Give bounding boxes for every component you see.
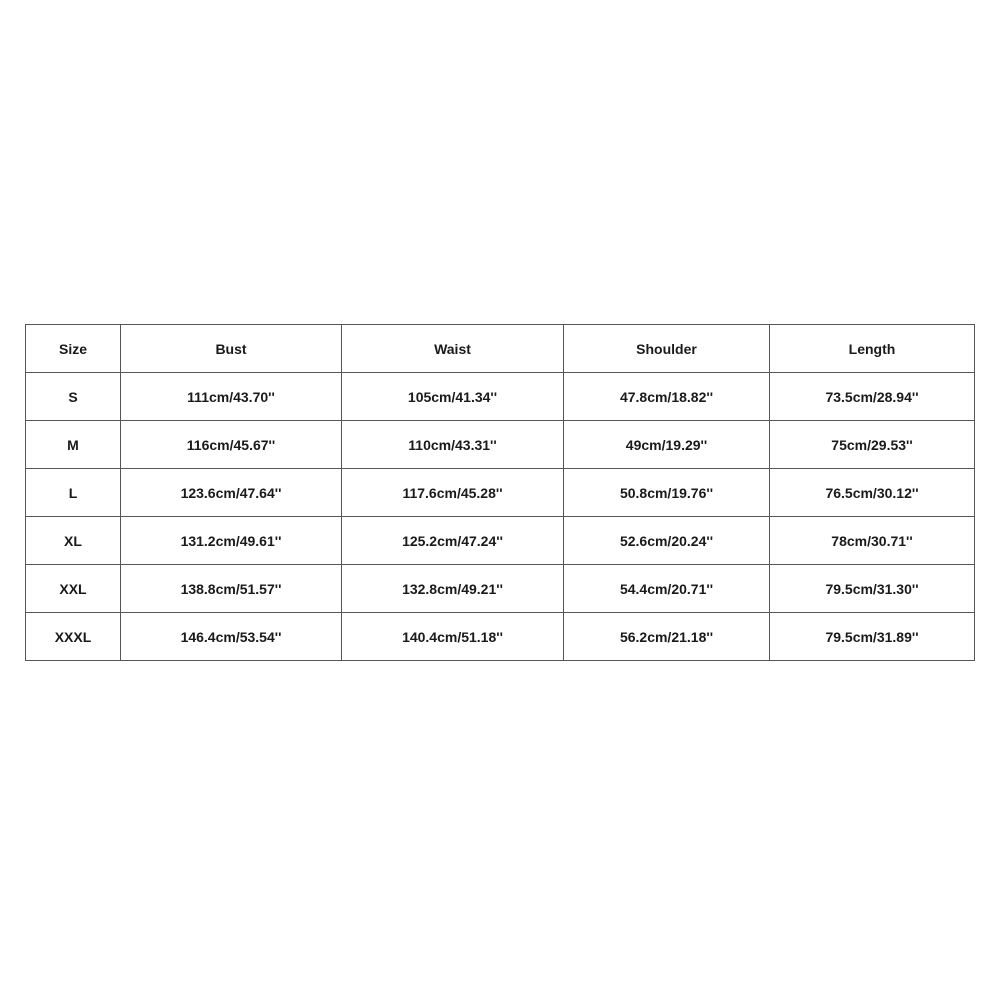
waist-cell: 125.2cm/47.24'' (342, 517, 564, 565)
length-cell: 79.5cm/31.89'' (770, 613, 975, 661)
waist-cell: 140.4cm/51.18'' (342, 613, 564, 661)
length-cell: 76.5cm/30.12'' (770, 469, 975, 517)
shoulder-cell: 52.6cm/20.24'' (564, 517, 770, 565)
shoulder-cell: 56.2cm/21.18'' (564, 613, 770, 661)
header-waist: Waist (342, 325, 564, 373)
size-cell: M (26, 421, 121, 469)
waist-cell: 105cm/41.34'' (342, 373, 564, 421)
size-cell: XXXL (26, 613, 121, 661)
bust-cell: 131.2cm/49.61'' (121, 517, 342, 565)
table-row (26, 613, 975, 661)
length-cell: 79.5cm/31.30'' (770, 565, 975, 613)
shoulder-cell: 47.8cm/18.82'' (564, 373, 770, 421)
bust-cell: 111cm/43.70'' (121, 373, 342, 421)
bust-cell: 116cm/45.67'' (121, 421, 342, 469)
header-size: Size (26, 325, 121, 373)
size-cell: XXL (26, 565, 121, 613)
table-row (26, 421, 975, 469)
table-row (26, 565, 975, 613)
length-cell: 73.5cm/28.94'' (770, 373, 975, 421)
header-length: Length (770, 325, 975, 373)
table-row (26, 517, 975, 565)
waist-cell: 117.6cm/45.28'' (342, 469, 564, 517)
header-bust: Bust (121, 325, 342, 373)
size-cell: XL (26, 517, 121, 565)
size-chart-table (25, 324, 975, 661)
shoulder-cell: 54.4cm/20.71'' (564, 565, 770, 613)
bust-cell: 146.4cm/53.54'' (121, 613, 342, 661)
header-row (26, 325, 975, 373)
length-cell: 75cm/29.53'' (770, 421, 975, 469)
table-row (26, 373, 975, 421)
shoulder-cell: 50.8cm/19.76'' (564, 469, 770, 517)
size-cell: S (26, 373, 121, 421)
bust-cell: 138.8cm/51.57'' (121, 565, 342, 613)
header-shoulder: Shoulder (564, 325, 770, 373)
shoulder-cell: 49cm/19.29'' (564, 421, 770, 469)
size-cell: L (26, 469, 121, 517)
waist-cell: 110cm/43.31'' (342, 421, 564, 469)
length-cell: 78cm/30.71'' (770, 517, 975, 565)
table-row (26, 469, 975, 517)
waist-cell: 132.8cm/49.21'' (342, 565, 564, 613)
bust-cell: 123.6cm/47.64'' (121, 469, 342, 517)
